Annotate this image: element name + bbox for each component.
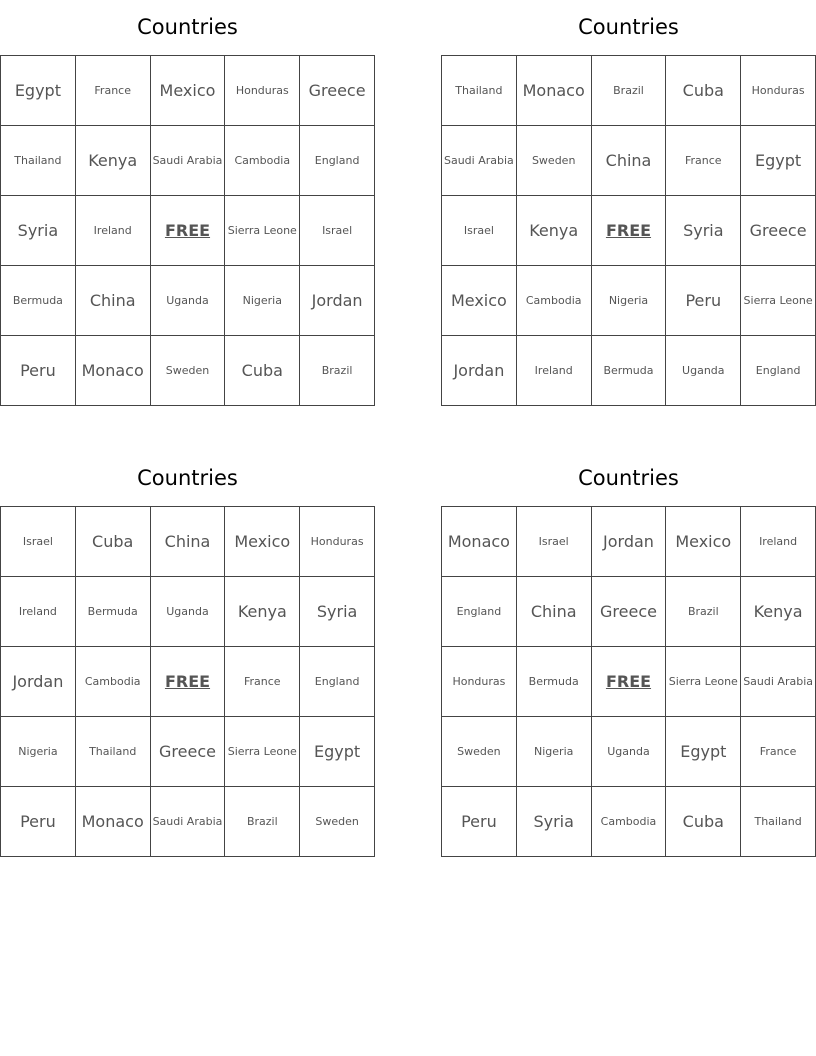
bingo-cell: Greece bbox=[151, 717, 226, 787]
bingo-cell: Honduras bbox=[300, 507, 375, 577]
bingo-cell: Peru bbox=[1, 336, 76, 406]
bingo-card-3 bbox=[0, 451, 375, 857]
bingo-cell: Monaco bbox=[76, 336, 151, 406]
bingo-cell: Brazil bbox=[225, 787, 300, 857]
bingo-cell: Cuba bbox=[225, 336, 300, 406]
bingo-cell: China bbox=[151, 507, 226, 577]
bingo-cell: Egypt bbox=[666, 717, 741, 787]
bingo-cell: Mexico bbox=[225, 507, 300, 577]
bingo-cell: Bermuda bbox=[517, 647, 592, 717]
bingo-cell: Honduras bbox=[442, 647, 517, 717]
bingo-card-1 bbox=[0, 0, 375, 406]
bingo-cell: Cambodia bbox=[225, 126, 300, 196]
bingo-cell: Saudi Arabia bbox=[151, 787, 226, 857]
bingo-cell: Uganda bbox=[592, 717, 667, 787]
bingo-cell: Syria bbox=[300, 577, 375, 647]
bingo-cell: France bbox=[225, 647, 300, 717]
bingo-cell: Brazil bbox=[592, 56, 667, 126]
free-space: FREE bbox=[151, 647, 226, 717]
bingo-cell: Thailand bbox=[76, 717, 151, 787]
bingo-cell: Thailand bbox=[741, 787, 816, 857]
bingo-cell: Cuba bbox=[76, 507, 151, 577]
bingo-cell: Kenya bbox=[517, 196, 592, 266]
bingo-cell: Cuba bbox=[666, 56, 741, 126]
bingo-cell: Thailand bbox=[1, 126, 76, 196]
bingo-cell: Greece bbox=[592, 577, 667, 647]
bingo-cell: Mexico bbox=[151, 56, 226, 126]
bingo-cell: Uganda bbox=[666, 336, 741, 406]
bingo-cell: Monaco bbox=[517, 56, 592, 126]
bingo-cell: Greece bbox=[741, 196, 816, 266]
bingo-cell: Uganda bbox=[151, 577, 226, 647]
bingo-cell: Saudi Arabia bbox=[151, 126, 226, 196]
bingo-cell: Sierra Leone bbox=[225, 717, 300, 787]
bingo-cell: Brazil bbox=[666, 577, 741, 647]
bingo-cell: Egypt bbox=[300, 717, 375, 787]
bingo-cell: Ireland bbox=[517, 336, 592, 406]
bingo-card-4 bbox=[441, 451, 816, 857]
bingo-cell: Honduras bbox=[741, 56, 816, 126]
bingo-cell: Israel bbox=[442, 196, 517, 266]
bingo-cell: Bermuda bbox=[76, 577, 151, 647]
free-space: FREE bbox=[592, 196, 667, 266]
bingo-cell: Jordan bbox=[592, 507, 667, 577]
bingo-cell: Peru bbox=[1, 787, 76, 857]
bingo-cell: Sweden bbox=[300, 787, 375, 857]
bingo-cell: Bermuda bbox=[592, 336, 667, 406]
bingo-card-2 bbox=[441, 0, 816, 406]
bingo-cell: Sweden bbox=[517, 126, 592, 196]
bingo-cell: Bermuda bbox=[1, 266, 76, 336]
card-title: Countries bbox=[578, 466, 679, 490]
bingo-cell: Nigeria bbox=[225, 266, 300, 336]
bingo-cell: Mexico bbox=[442, 266, 517, 336]
bingo-cell: Sierra Leone bbox=[225, 196, 300, 266]
bingo-cell: Saudi Arabia bbox=[442, 126, 517, 196]
free-space: FREE bbox=[151, 196, 226, 266]
bingo-cell: Mexico bbox=[666, 507, 741, 577]
bingo-cell: Israel bbox=[517, 507, 592, 577]
bingo-cell: Israel bbox=[300, 196, 375, 266]
bingo-cell: China bbox=[592, 126, 667, 196]
bingo-cell: Jordan bbox=[300, 266, 375, 336]
bingo-cell: Cambodia bbox=[592, 787, 667, 857]
bingo-cell: Syria bbox=[1, 196, 76, 266]
bingo-cell: Cambodia bbox=[76, 647, 151, 717]
bingo-cell: England bbox=[300, 647, 375, 717]
bingo-cell: Nigeria bbox=[592, 266, 667, 336]
bingo-cell: Jordan bbox=[442, 336, 517, 406]
card-title: Countries bbox=[578, 15, 679, 39]
card-title: Countries bbox=[137, 466, 238, 490]
bingo-cell: Sweden bbox=[151, 336, 226, 406]
bingo-grid bbox=[0, 506, 375, 857]
bingo-cell: Ireland bbox=[1, 577, 76, 647]
bingo-cell: Kenya bbox=[741, 577, 816, 647]
free-space: FREE bbox=[592, 647, 667, 717]
bingo-cell: China bbox=[517, 577, 592, 647]
bingo-cell: Jordan bbox=[1, 647, 76, 717]
bingo-cell: Cuba bbox=[666, 787, 741, 857]
bingo-cell: Saudi Arabia bbox=[741, 647, 816, 717]
bingo-cell: China bbox=[76, 266, 151, 336]
bingo-cell: England bbox=[300, 126, 375, 196]
bingo-cell: Peru bbox=[442, 787, 517, 857]
bingo-cell: Nigeria bbox=[1, 717, 76, 787]
bingo-cell: Peru bbox=[666, 266, 741, 336]
bingo-cell: Ireland bbox=[76, 196, 151, 266]
bingo-cell: Honduras bbox=[225, 56, 300, 126]
bingo-cell: England bbox=[741, 336, 816, 406]
bingo-cell: England bbox=[442, 577, 517, 647]
bingo-cell: Brazil bbox=[300, 336, 375, 406]
bingo-cell: Cambodia bbox=[517, 266, 592, 336]
bingo-cell: Egypt bbox=[1, 56, 76, 126]
bingo-cell: France bbox=[76, 56, 151, 126]
bingo-cell: France bbox=[666, 126, 741, 196]
bingo-cell: Egypt bbox=[741, 126, 816, 196]
bingo-cell: Greece bbox=[300, 56, 375, 126]
bingo-cell: Monaco bbox=[442, 507, 517, 577]
bingo-cell: Nigeria bbox=[517, 717, 592, 787]
bingo-cell: Thailand bbox=[442, 56, 517, 126]
bingo-cell: Kenya bbox=[76, 126, 151, 196]
bingo-cell: France bbox=[741, 717, 816, 787]
bingo-grid bbox=[441, 506, 816, 857]
bingo-cell: Sweden bbox=[442, 717, 517, 787]
bingo-cell: Israel bbox=[1, 507, 76, 577]
bingo-cell: Uganda bbox=[151, 266, 226, 336]
card-title: Countries bbox=[137, 15, 238, 39]
bingo-cell: Monaco bbox=[76, 787, 151, 857]
bingo-cell: Sierra Leone bbox=[741, 266, 816, 336]
bingo-grid bbox=[441, 55, 816, 406]
bingo-cell: Syria bbox=[666, 196, 741, 266]
bingo-grid bbox=[0, 55, 375, 406]
bingo-cell: Syria bbox=[517, 787, 592, 857]
bingo-cell: Sierra Leone bbox=[666, 647, 741, 717]
bingo-cell: Kenya bbox=[225, 577, 300, 647]
bingo-cell: Ireland bbox=[741, 507, 816, 577]
